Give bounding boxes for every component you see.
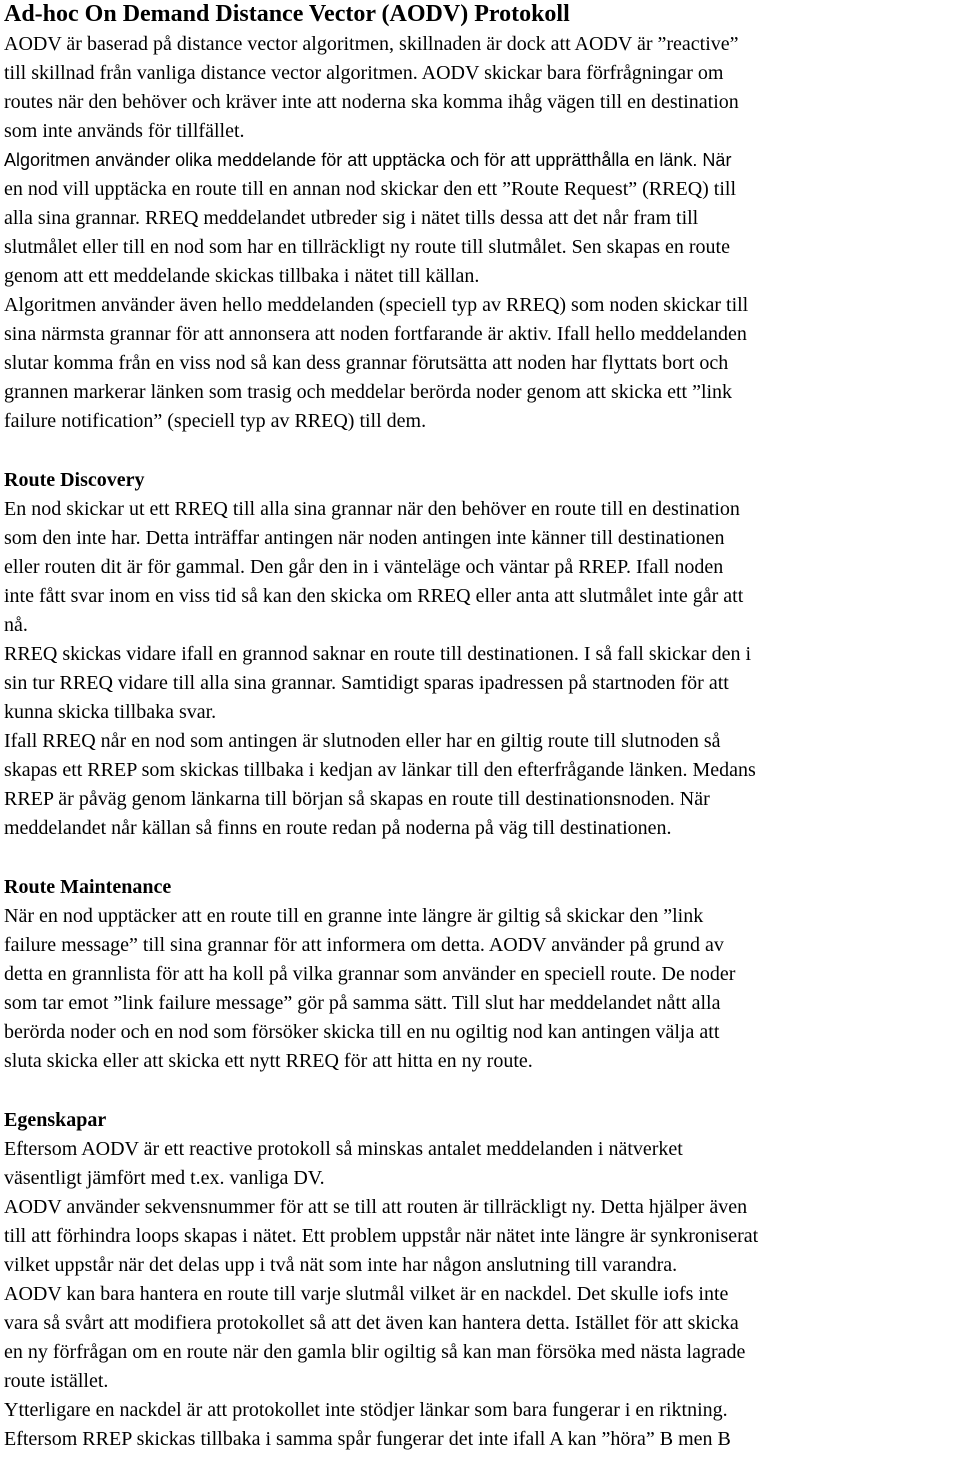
text-line: route istället. [4,1370,109,1392]
text-line: vilket uppstår när det delas upp i två nät som inte har någon anslutning till varandra. [4,1254,678,1276]
text-line: genom att ett meddelande skickas tillbaka i nätet till källan. [4,265,480,287]
text-line: Eftersom RREP skickas tillbaka i samma spår fungerar det inte ifall A kan ”höra” B men B [4,1428,731,1450]
text-line: till att förhindra loops skapas i nätet. Ett problem uppstår när nätet inte längre är synkroniserat [4,1225,759,1247]
text-line: eller routen dit är för gammal. Den går den in i vänteläge och väntar på RREP. Ifall noden [4,556,724,578]
text-line: slutmålet eller till en nod som har en tillräckligt ny route till slutmålet. Sen skapas en route [4,236,730,258]
text-line: failure notification” (speciell typ av RREQ) till dem. [4,410,427,432]
text-line: RREQ skickas vidare ifall en grannod saknar en route till destinationen. I så fall skickar den i [4,643,752,665]
text-line: väsentligt jämfört med t.ex. vanliga DV. [4,1167,325,1189]
section-heading-route-discovery: Route Discovery [4,469,145,491]
text-line: En nod skickar ut ett RREQ till alla sina grannar när den behöver en route till en destination [4,498,740,520]
text-line: som inte används för tillfället. [4,120,245,142]
text-line: AODV kan bara hantera en route till varje slutmål vilket är en nackdel. Det skulle iofs inte [4,1283,729,1305]
text-line: vara så svårt att modifiera protokollet så att det även kan hantera detta. Istället för att skicka [4,1312,739,1334]
page-title: Ad-hoc On Demand Distance Vector (AODV) Protokoll [4,1,570,27]
section-heading-egenskapar: Egenskapar [4,1109,107,1131]
text-line: När en nod upptäcker att en route till en granne inte längre är giltig så skickar den ”link [4,905,704,927]
text-line: detta en grannlista för att ha koll på vilka grannar som använder en speciell route. De noder [4,963,736,985]
section-heading-route-maintenance: Route Maintenance [4,876,172,898]
text-line: sin tur RREQ vidare till alla sina grannar. Samtidigt sparas ipadressen på startnoden för att [4,672,729,694]
text-line: inte fått svar inom en viss tid så kan den skicka om RREQ eller anta att slutmålet inte går att [4,585,744,607]
text-line: Ifall RREQ når en nod som antingen är slutnoden eller har en giltig route till slutnoden så [4,730,721,752]
text-line: skapas ett RREP som skickas tillbaka i kedjan av länkar till den efterfrågande länken. Medans [4,759,756,781]
text-line: meddelandet når källan så finns en route redan på noderna på väg till destinationen. [4,817,672,839]
text-line: till skillnad från vanliga distance vector algoritmen. AODV skickar bara förfrågningar om [4,62,724,84]
text-line: Algoritmen använder även hello meddelanden (speciell typ av RREQ) som noden skickar till [4,294,749,316]
text-line: Eftersom AODV är ett reactive protokoll så minskas antalet meddelanden i nätverket [4,1138,683,1160]
text-line: routes när den behöver och kräver inte att noderna ska komma ihåg vägen till en destination [4,91,739,113]
text-line: Algoritmen använder olika meddelande för att upptäcka och för att upprätthålla en länk. När [4,150,732,170]
text-line: sluta skicka eller att skicka ett nytt RREQ för att hitta en ny route. [4,1050,533,1072]
text-line: failure message” till sina grannar för att informera om detta. AODV använder på grund av [4,934,724,956]
text-line: Ytterligare en nackdel är att protokollet inte stödjer länkar som bara fungerar i en riktning. [4,1399,728,1421]
text-line: AODV är baserad på distance vector algoritmen, skillnaden är dock att AODV är ”reactive” [4,33,739,55]
text-line: en nod vill upptäcka en route till en annan nod skickar den ett ”Route Request” (RREQ) till [4,178,737,200]
text-line: nå. [4,614,28,636]
text-line: berörda noder och en nod som försöker skicka till en nu ogiltig nod kan antingen välja att [4,1021,720,1043]
text-line: slutar komma från en viss nod så kan dess grannar förutsätta att noden har flyttats bort och [4,352,729,374]
text-line: som den inte har. Detta inträffar antingen när noden antingen inte känner till destinationen [4,527,725,549]
text-line: en ny förfrågan om en route när den gamla blir ogiltig så kan man försöka med nästa lagrade [4,1341,746,1363]
text-line: RREP är påväg genom länkarna till början så skapas en route till destinationsnoden. När [4,788,710,810]
text-line: alla sina grannar. RREQ meddelandet utbreder sig i nätet tills dessa att det når fram till [4,207,699,229]
text-line: kunna skicka tillbaka svar. [4,701,217,723]
text-line: sina närmsta grannar för att annonsera att noden fortfarande är aktiv. Ifall hello meddelanden [4,323,747,345]
text-line: som tar emot ”link failure message” gör på samma sätt. Till slut har meddelandet nått alla [4,992,721,1014]
text-line: grannen markerar länken som trasig och meddelar berörda noder genom att skicka ett ”link [4,381,733,403]
text-line: AODV använder sekvensnummer för att se till att routen är tillräckligt ny. Detta hjälper även [4,1196,748,1218]
